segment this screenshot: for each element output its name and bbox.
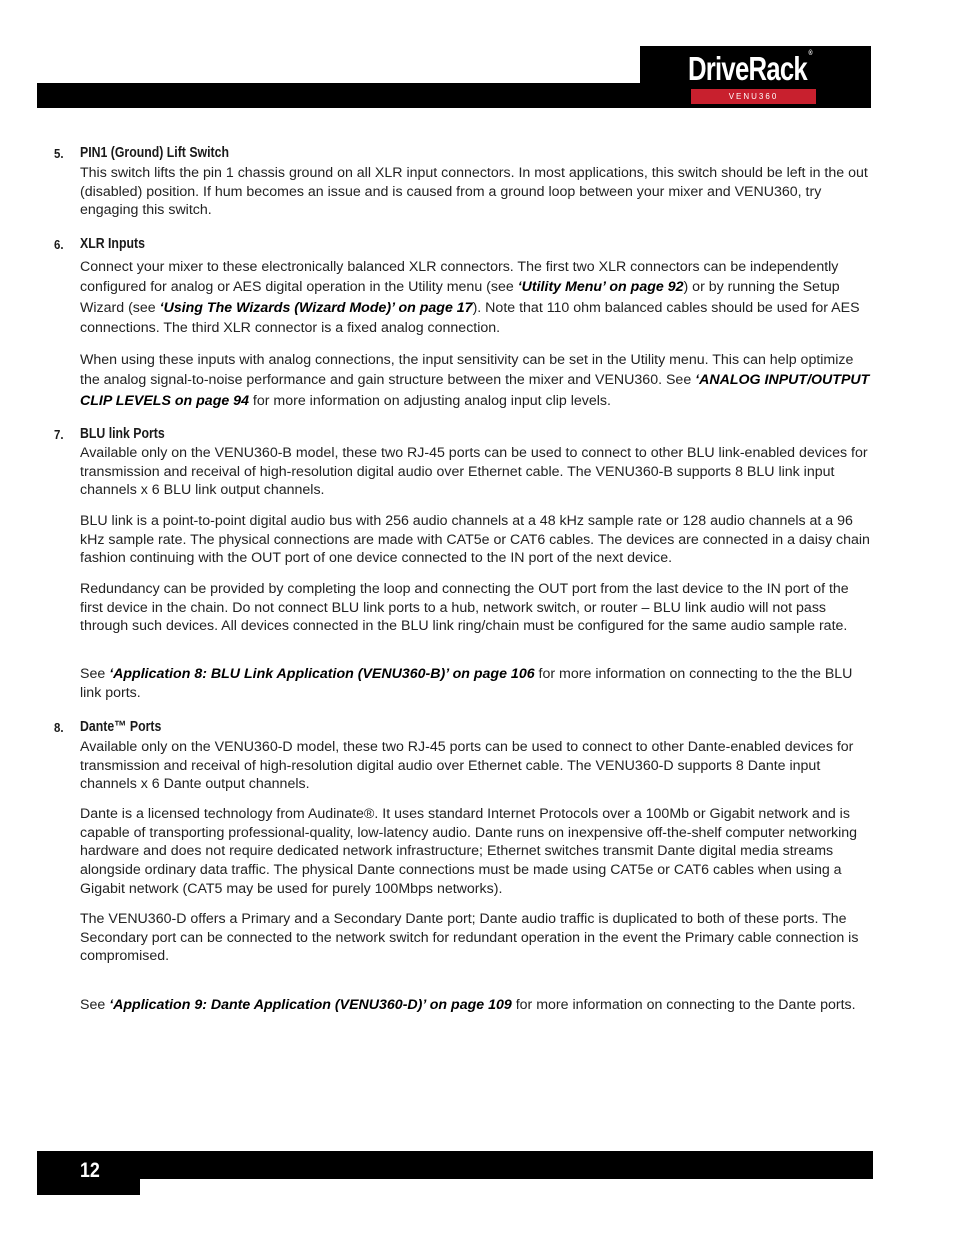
paragraph: [80, 257, 870, 338]
page-number: 12: [80, 1159, 100, 1182]
paragraph: [80, 665, 870, 702]
text-run: This switch lifts the pin 1 chassis ground on all XLR input connectors. In most applications, this switch should be left in the out (disabled) position. If hum becomes an issue and is caused from a ground loop between your mixer and VENU360, try engaging this switch.: [80, 165, 868, 219]
paragraph: [80, 580, 870, 636]
text-run: Available only on the VENU360-D model, these two RJ-45 ports can be used to connect to other Dante-enabled devices for transmission and receival of high-resolution digital audio over Ethernet cable. The VENU360-D supports 8 Dante input channels x 6 Dante output channels.: [80, 739, 854, 793]
paragraph: [80, 512, 870, 568]
text-run: ) or by running the Setup Wizard (see: [80, 279, 840, 316]
section-title: Dante™ Ports: [80, 718, 162, 735]
text-run: See: [80, 997, 110, 1013]
text-run: Dante is a licensed technology from Audinate®. It uses standard Internet Protocols over a 100Mb or Gigabit network and is capable of transporting professional-quality, low-latency audio. Dante runs on inexpensive off-the-shelf computer networking hardware and does not require dedicated network infrastructure; Ethernet switches transmit Dante digital media streams alongside ordinary data traffic. The physical Dante connections must be made using CAT5e or CAT6 cables when using a Gigabit network (CAT5 may be used for purely 100Mbps networks).: [80, 806, 858, 897]
text-run: Redundancy can be provided by completing the loop and connecting the OUT port from the last device to the IN port of the first device in the chain. Do not connect BLU link ports to a hub, network switch, or router – BLU link audio will not pass through such devices. All devices connected in the BLU link ring/chain must be configured for the same audio sample rate.: [80, 581, 849, 635]
driverack-logo: [640, 46, 871, 108]
text-run: Available only on the VENU360-B model, these two RJ-45 ports can be used to connect to other BLU link-enabled devices for transmission and receival of high-resolution digital audio over Ethernet cable. The VENU360-B supports 8 BLU link input channels x 6 BLU link output channels.: [80, 445, 868, 499]
section-number: 8.: [54, 720, 64, 735]
section-number: 7.: [54, 427, 64, 442]
section-number: 6.: [54, 237, 64, 252]
text-run: BLU link is a point-to-point digital audio bus with 256 audio channels at a 48 kHz sample rate or 128 audio channels at a 96 kHz sample rate. The physical connections are made with CAT5e or CAT6 cables. The devices are connected in a daisy chain fashion continuing with the OUT port of one device connected to the IN port of the next device.: [80, 513, 870, 567]
paragraph: [80, 350, 870, 411]
section-number: 5.: [54, 146, 64, 161]
footer-bar: [37, 1151, 873, 1179]
paragraph: [80, 805, 870, 899]
cross-reference-link[interactable]: ‘Application 9: Dante Application (VENU360-D)’ on page 109: [109, 997, 512, 1013]
logo-registered-mark: ®: [808, 50, 812, 57]
text-run: for more information on adjusting analog input clip levels.: [248, 392, 611, 409]
text-run: When using these inputs with analog connections, the input sensitivity can be set in the Utility menu. This can help optimize the analog signal-to-noise performance and gain structure between the mixer and VENU360. See: [80, 352, 854, 389]
logo-wordmark: DriveRack: [688, 50, 807, 87]
section-title: XLR Inputs: [80, 235, 145, 252]
paragraph: [80, 738, 870, 794]
cross-reference-link[interactable]: ‘Application 8: BLU Link Application (VENU360-B)’ on page 106: [109, 666, 535, 682]
logo-model-badge: VENU360: [691, 89, 816, 104]
section-title: BLU link Ports: [80, 425, 165, 442]
text-run: The VENU360-D offers a Primary and a Secondary Dante port; Dante audio traffic is duplicated to both of these ports. The Secondary port can be connected to the network switch for redundant operation in the event the Primary cable connection is compromised.: [80, 911, 859, 965]
text-run: for more information on connecting to the Dante ports.: [511, 997, 856, 1013]
paragraph: [80, 996, 870, 1015]
paragraph: [80, 164, 870, 220]
paragraph: [80, 910, 870, 966]
cross-reference-link[interactable]: ‘ANALOG INPUT/OUTPUT CLIP LEVELS on page 94: [80, 372, 870, 409]
cross-reference-link[interactable]: ‘Using The Wizards (Wizard Mode)’ on page 17: [159, 299, 473, 316]
section-title: PIN1 (Ground) Lift Switch: [80, 144, 229, 161]
cross-reference-link[interactable]: ‘Utility Menu’ on page 92: [517, 279, 684, 296]
text-run: for more information on connecting to the the BLU link ports.: [80, 666, 853, 701]
text-run: Connect your mixer to these electronically balanced XLR connectors. The first two XLR connectors can be independently configured for analog or AES digital operation in the Utility menu (see: [80, 259, 839, 296]
text-run: See: [80, 666, 110, 682]
text-run: ). Note that 110 ohm balanced cables should be used for AES connections. The third XLR connector is a fixed analog connection.: [80, 299, 860, 336]
paragraph: [80, 444, 870, 500]
